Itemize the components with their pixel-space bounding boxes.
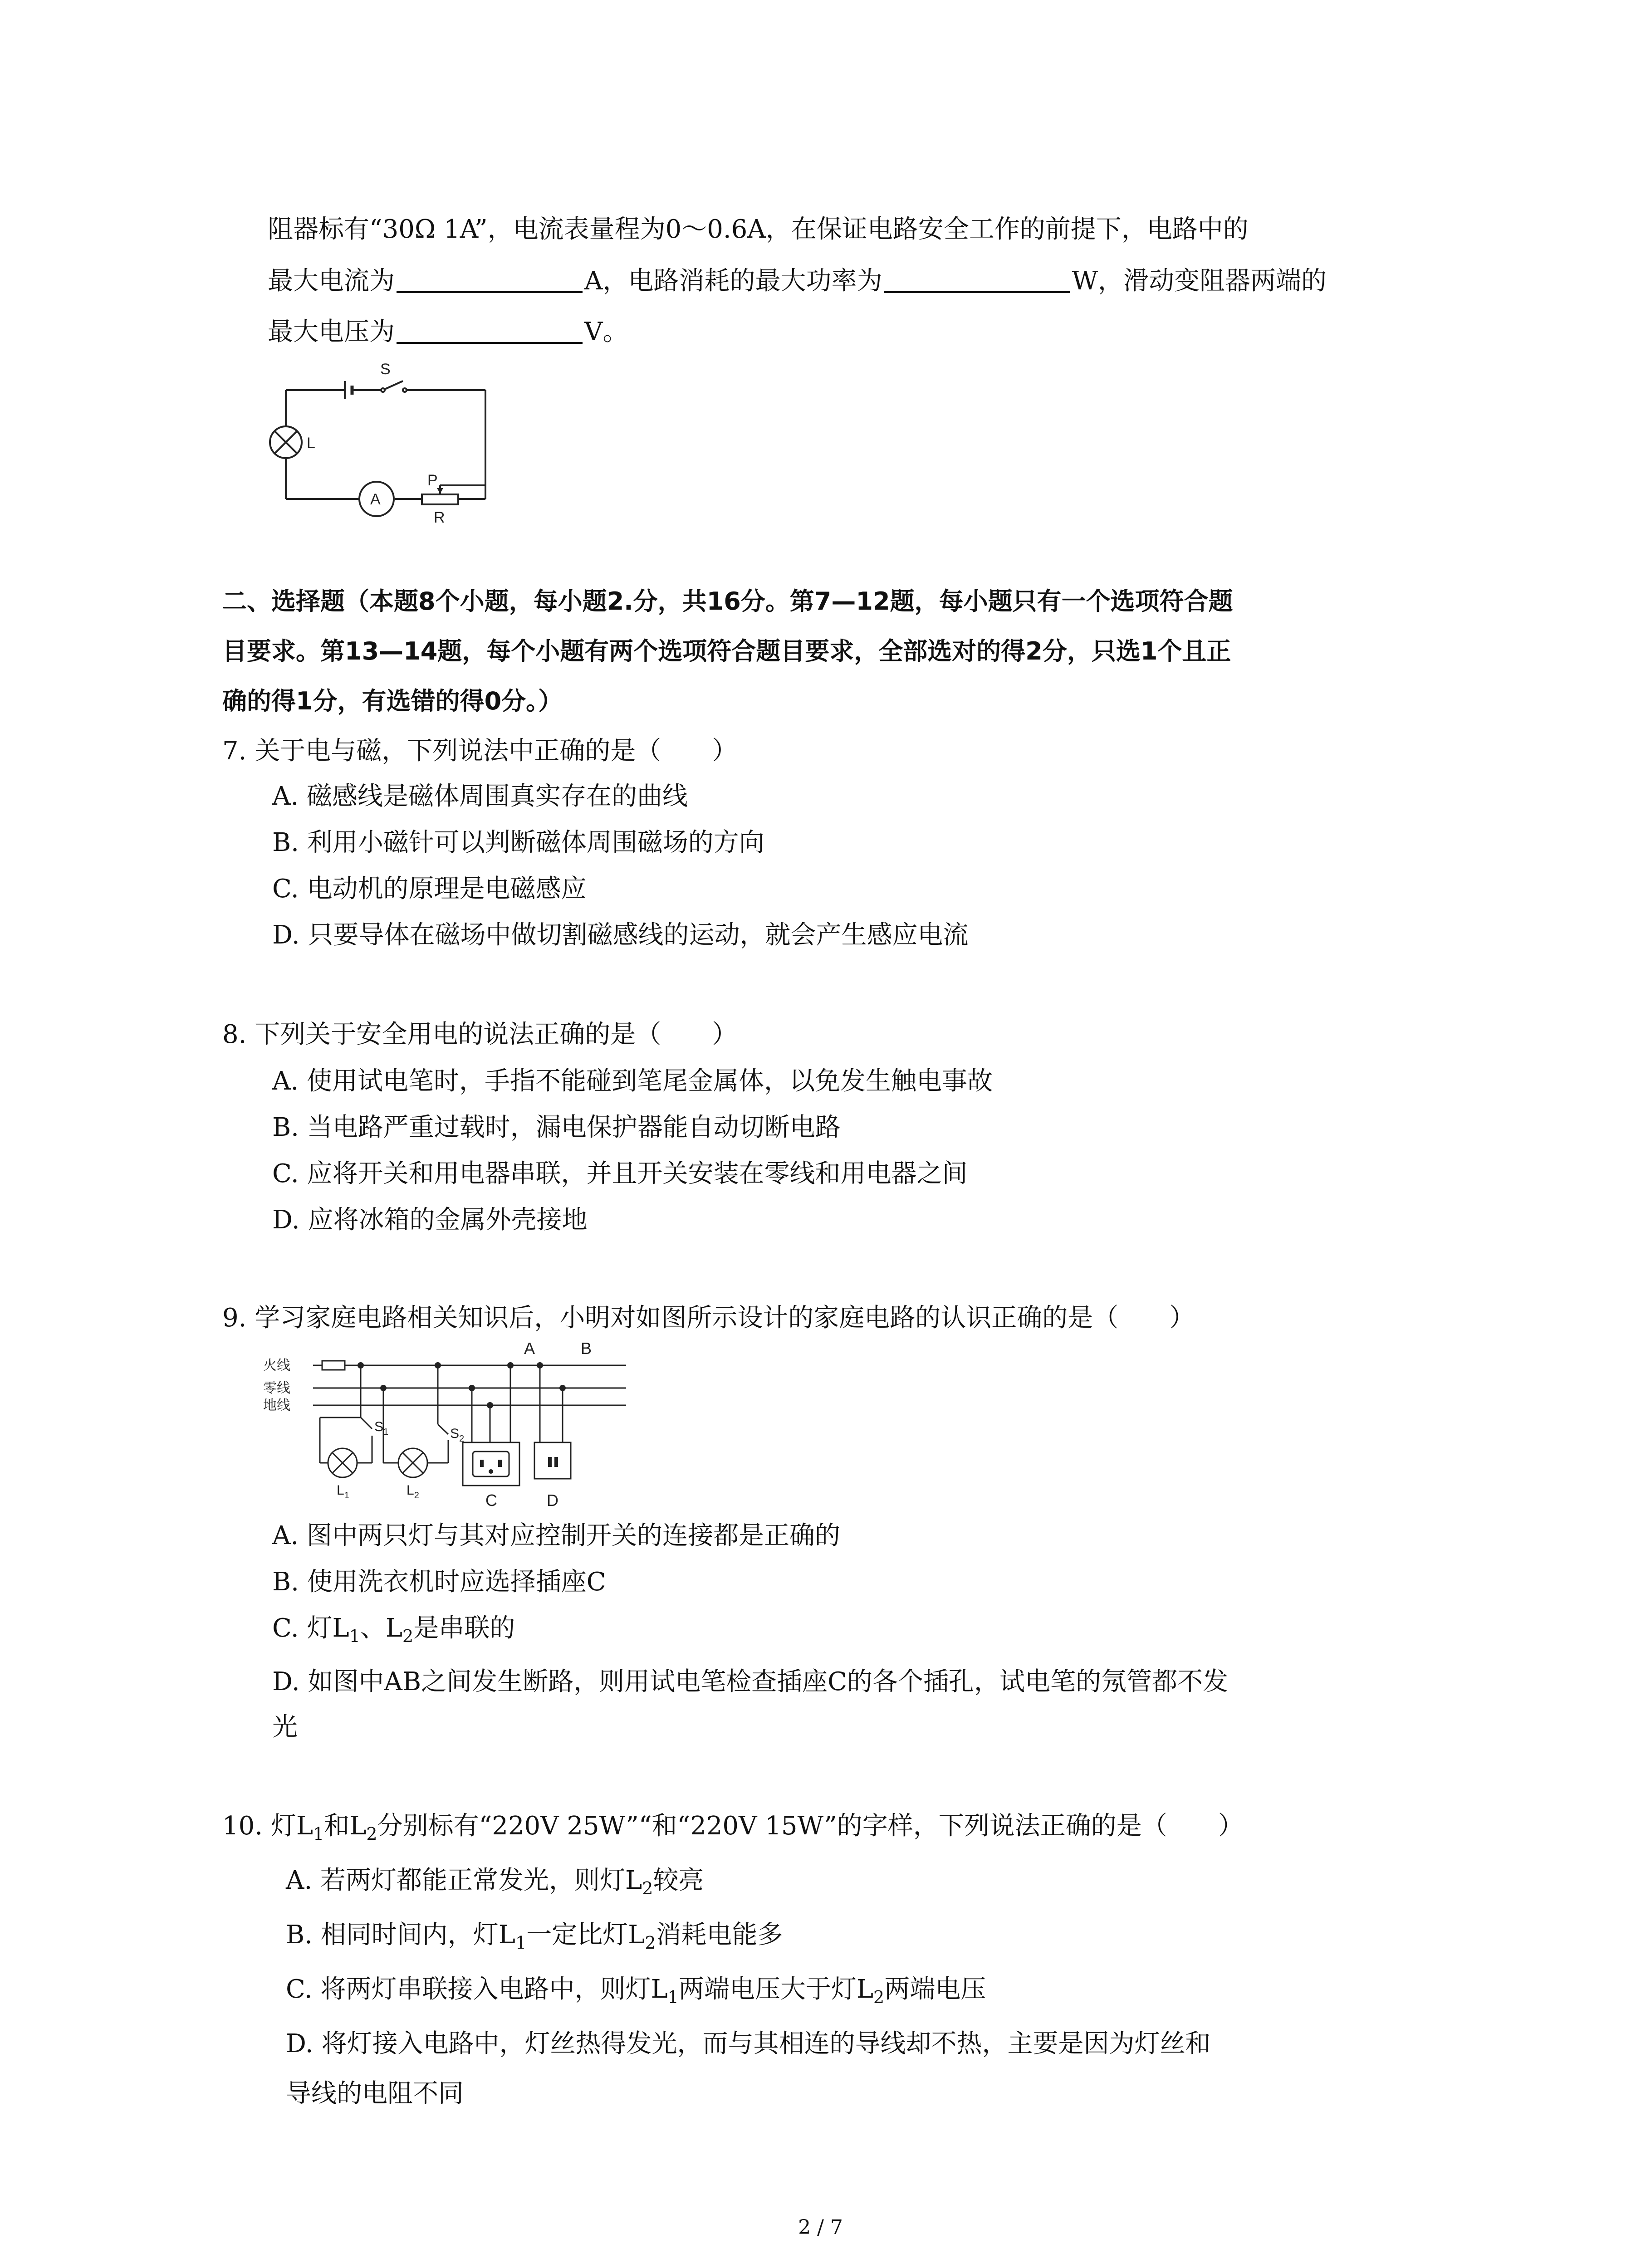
subscript: 1	[313, 1824, 324, 1844]
q6-text: 最大电流为	[268, 266, 395, 296]
q10-option-a-text: A. 若两灯都能正常发光，则灯L	[286, 1866, 642, 1895]
q10-option-d-line-1[interactable]: D. 将灯接入电路中，灯丝热得发光，而与其相连的导线却不热，主要是因为灯丝和	[286, 2029, 1211, 2058]
q6-line-3	[268, 316, 628, 348]
label-ground-wire: 地线	[263, 1398, 290, 1413]
q10-stem	[222, 1810, 1244, 1843]
q10-option-c-text: 两端电压	[884, 1975, 986, 2004]
section-2-heading-line-2: 目要求。第13—14题，每个小题有两个选项符合题目要求，全部选对的得2分，只选1个且正	[222, 637, 1231, 665]
q8-option-c[interactable]: C. 应将开关和用电器串联，并且开关安装在零线和用电器之间	[272, 1159, 968, 1188]
label-ammeter-a: A	[370, 491, 381, 508]
q10-option-c-text: C. 将两灯串联接入电路中，则灯L	[286, 1975, 668, 2004]
subscript: 2	[366, 1824, 377, 1844]
label-neutral-wire: 零线	[263, 1381, 290, 1396]
label-lamp-l2: $L_2$	[407, 1483, 419, 1501]
label-live-wire: 火线	[263, 1358, 290, 1373]
label-switch-s: S	[380, 361, 391, 378]
q7-option-d[interactable]: D. 只要导体在磁场中做切割磁感线的运动，就会产生感应电流	[272, 920, 969, 950]
q10-option-a-text: 较亮	[653, 1866, 704, 1895]
q10-option-b-text: 消耗电能多	[656, 1920, 783, 1950]
q7-option-b[interactable]: B. 利用小磁针可以判断磁体周围磁场的方向	[272, 828, 764, 857]
q7-option-a[interactable]: A. 磁感线是磁体周围真实存在的曲线	[272, 782, 688, 811]
subscript: 2	[873, 1987, 885, 2007]
q6-line-1: 阻器标有“30Ω 1A”，电流表量程为0～0.6A，在保证电路安全工作的前提下，电路中的	[268, 215, 1249, 244]
q9-option-c[interactable]	[272, 1612, 515, 1645]
q7-stem: 7. 关于电与磁，下列说法中正确的是（ ）	[222, 736, 738, 766]
q6-text: W，滑动变阻器两端的	[1072, 266, 1327, 296]
q9-option-b[interactable]: B. 使用洗衣机时应选择插座C	[272, 1567, 606, 1597]
answer-blank-current[interactable]	[397, 266, 583, 293]
label-socket-c: C	[485, 1491, 497, 1510]
q9-option-a[interactable]: A. 图中两只灯与其对应控制开关的连接都是正确的	[272, 1521, 841, 1550]
q10-option-c[interactable]	[286, 1973, 986, 2006]
q10-option-c-text: 两端电压大于灯L	[678, 1975, 874, 2004]
q9-household-circuit-diagram	[263, 1338, 635, 1510]
q10-option-b-text: B. 相同时间内，灯L	[286, 1920, 515, 1950]
q9-option-d-line-2: 光	[272, 1712, 298, 1742]
q9-option-c-text: C. 灯L	[272, 1613, 349, 1643]
label-switch-s2: $S_2$	[450, 1426, 465, 1444]
label-lamp-l1: $L_1$	[337, 1483, 349, 1501]
q10-option-b-text: 一定比灯L	[526, 1920, 645, 1950]
q8-option-a[interactable]: A. 使用试电笔时，手指不能碰到笔尾金属体，以免发生触电事故	[272, 1066, 993, 1096]
q10-stem-text: 10. 灯L	[222, 1811, 314, 1841]
label-point-a: A	[524, 1339, 535, 1358]
section-2-heading-line-3: 确的得1分，有选错的得0分。）	[222, 687, 563, 715]
answer-blank-power[interactable]	[884, 266, 1070, 293]
q9-option-c-text: 、L	[360, 1613, 403, 1643]
q8-option-b[interactable]: B. 当电路严重过载时，漏电保护器能自动切断电路	[272, 1113, 841, 1142]
q10-stem-text: 分别标有“220V 25W”“和“220V 15W”的字样，下列说法正确的是（ ）	[377, 1811, 1244, 1841]
q6-text: 最大电压为	[268, 317, 395, 347]
subscript: 2	[645, 1933, 656, 1953]
label-switch-s1: $S_1$	[374, 1419, 389, 1437]
q6-text: A，电路消耗的最大功率为	[584, 266, 882, 296]
q9-option-d-line-1[interactable]: D. 如图中AB之间发生断路，则用试电笔检查插座C的各个插孔，试电笔的氖管都不发	[272, 1667, 1228, 1696]
label-slider-p: P	[427, 472, 438, 489]
q9-stem: 9. 学习家庭电路相关知识后，小明对如图所示设计的家庭电路的认识正确的是（ ）	[222, 1303, 1195, 1333]
q7-option-c[interactable]: C. 电动机的原理是电磁感应	[272, 874, 587, 904]
subscript: 1	[515, 1933, 527, 1953]
q6-text: V。	[584, 317, 628, 347]
q6-line-2	[268, 265, 1327, 298]
subscript: 2	[642, 1878, 653, 1898]
answer-blank-voltage[interactable]	[397, 317, 583, 344]
q10-option-b[interactable]	[286, 1919, 783, 1951]
label-point-b: B	[581, 1339, 592, 1358]
q8-option-d[interactable]: D. 应将冰箱的金属外壳接地	[272, 1205, 588, 1235]
label-lamp-l: L	[307, 435, 315, 452]
q8-stem: 8. 下列关于安全用电的说法正确的是（ ）	[222, 1020, 738, 1049]
label-socket-d: D	[547, 1491, 558, 1510]
q10-option-a[interactable]	[286, 1864, 704, 1897]
label-rheostat-r: R	[434, 509, 445, 526]
page-number: 2 / 7	[798, 2216, 843, 2239]
q10-option-d-line-2: 导线的电阻不同	[286, 2079, 464, 2108]
subscript: 1	[349, 1626, 360, 1646]
q6-circuit-diagram	[259, 354, 504, 544]
section-2-heading-line-1: 二、选择题（本题8个小题，每小题2.分，共16分。第7—12题，每小题只有一个选项符合题	[222, 587, 1233, 616]
q9-option-c-text: 是串联的	[413, 1613, 515, 1643]
q10-stem-text: 和L	[324, 1811, 367, 1841]
subscript: 2	[402, 1626, 414, 1646]
subscript: 1	[667, 1987, 679, 2007]
